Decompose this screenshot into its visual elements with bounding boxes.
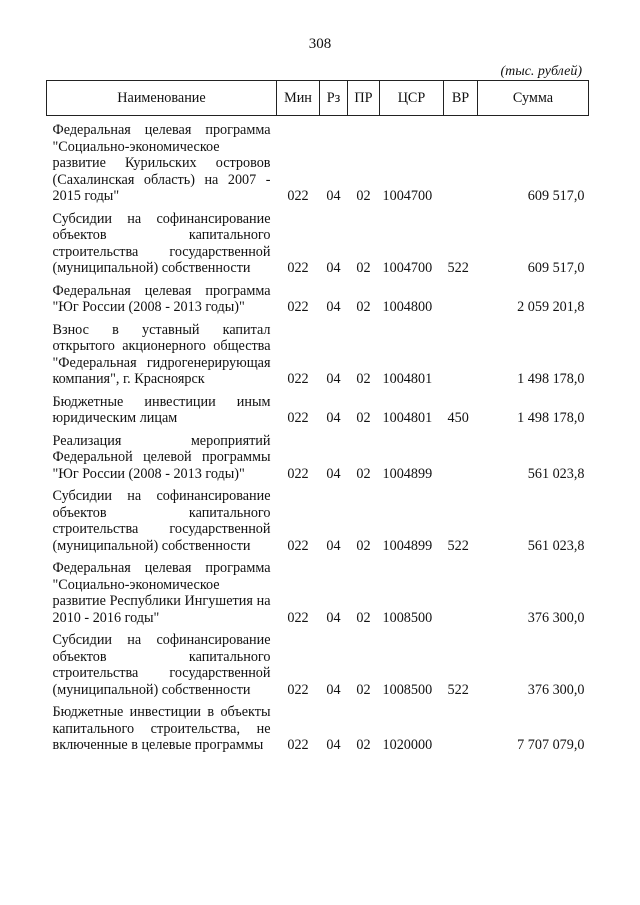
column-header-min: Мин (277, 81, 320, 116)
row-pr: 02 (356, 537, 371, 554)
row-name: Взнос в уставный капитал открытого акционерного общества "Федеральная гидрогенерирующая компания", г. Красноярск (52, 321, 271, 387)
row-csr: 1008500 (382, 681, 433, 698)
row-pr: 02 (356, 465, 371, 482)
table-row (47, 698, 589, 754)
column-header-vr: ВР (444, 81, 478, 116)
row-rz: 04 (326, 537, 341, 554)
row-sum: 376 300,0 (527, 681, 585, 698)
column-header-name: Наименование (47, 81, 277, 116)
row-name: Субсидии на софинансирование объектов капитального строительства государственной (муниципальной) собственности (52, 488, 271, 554)
row-name: Субсидии на софинансирование объектов капитального строительства государственной (муниципальной) собственности (52, 210, 271, 276)
row-pr: 02 (356, 299, 371, 315)
row-rz: 04 (326, 299, 341, 315)
table-row (47, 626, 589, 698)
table-row (47, 388, 589, 427)
row-sum: 609 517,0 (527, 260, 585, 276)
row-rz: 04 (326, 737, 341, 753)
row-min: 022 (287, 188, 309, 204)
column-header-pr: ПР (348, 81, 380, 116)
row-rz: 04 (326, 371, 341, 387)
row-sum: 609 517,0 (527, 188, 585, 204)
row-rz: 04 (326, 188, 341, 204)
column-header-csr: ЦСР (380, 81, 444, 116)
row-vr (444, 316, 478, 388)
row-csr: 1004801 (382, 410, 433, 426)
row-vr (444, 277, 478, 316)
table-row (47, 277, 589, 316)
row-csr: 1004801 (382, 371, 433, 387)
row-rz: 04 (326, 465, 341, 482)
table-row (47, 554, 589, 626)
row-name: Федеральная целевая программа "Социально-экономическое развитие Республики Ингушетия на 2010 - 2016 годы" (52, 560, 271, 626)
row-name: Субсидии на софинансирование объектов капитального строительства государственной (муниципальной) собственности (52, 632, 271, 698)
table-header (47, 81, 589, 116)
row-pr: 02 (356, 410, 371, 426)
row-rz: 04 (326, 681, 341, 698)
row-rz: 04 (326, 609, 341, 626)
row-min: 022 (287, 737, 309, 753)
row-name: Федеральная целевая программа "Социально-экономическое развитие Курильских островов (Сахалинская область) на 2007 - 2015 годы" (52, 122, 271, 204)
row-csr: 1008500 (382, 609, 433, 626)
row-vr (444, 427, 478, 483)
units-label: (тыс. рублей) (500, 64, 582, 79)
row-vr: 522 (447, 681, 469, 698)
row-pr: 02 (356, 737, 371, 753)
row-min: 022 (287, 410, 309, 426)
row-vr: 522 (447, 260, 469, 276)
row-min: 022 (287, 299, 309, 315)
budget-table (46, 80, 589, 754)
row-pr: 02 (356, 681, 371, 698)
table-row (47, 427, 589, 483)
table-row (47, 316, 589, 388)
row-csr: 1004800 (382, 299, 433, 315)
row-sum: 561 023,8 (527, 465, 585, 482)
row-sum: 1 498 178,0 (517, 410, 585, 426)
row-rz: 04 (326, 260, 341, 276)
row-name: Бюджетные инвестиции иным юридическим лицам (52, 393, 271, 426)
column-header-rz: Рз (320, 81, 348, 116)
row-csr: 1004700 (382, 260, 433, 276)
row-sum: 376 300,0 (527, 609, 585, 626)
row-min: 022 (287, 537, 309, 554)
row-name: Реализация мероприятий Федеральной целевой программы "Юг России (2008 - 2013 годы)" (52, 432, 271, 482)
row-vr (444, 116, 478, 205)
table-row (47, 205, 589, 277)
row-sum: 7 707 079,0 (517, 737, 585, 753)
row-name: Федеральная целевая программа "Юг России (2008 - 2013 годы)" (52, 282, 271, 315)
row-pr: 02 (356, 188, 371, 204)
row-vr (444, 554, 478, 626)
row-vr (444, 698, 478, 754)
row-min: 022 (287, 260, 309, 276)
column-header-sum: Сумма (478, 81, 589, 116)
row-min: 022 (287, 609, 309, 626)
table-row (47, 482, 589, 554)
row-csr: 1004899 (382, 465, 433, 482)
row-vr: 450 (447, 410, 469, 426)
row-min: 022 (287, 371, 309, 387)
table-row (47, 116, 589, 205)
row-name: Бюджетные инвестиции в объекты капитального строительства, не включенные в целевые программы (52, 704, 271, 753)
row-min: 022 (287, 465, 309, 482)
row-sum: 1 498 178,0 (517, 371, 585, 387)
row-rz: 04 (326, 410, 341, 426)
row-csr: 1020000 (382, 737, 433, 753)
page-number: 308 (308, 36, 332, 52)
row-pr: 02 (356, 371, 371, 387)
row-pr: 02 (356, 260, 371, 276)
row-sum: 2 059 201,8 (517, 299, 585, 315)
row-pr: 02 (356, 609, 371, 626)
row-min: 022 (287, 681, 309, 698)
row-csr: 1004899 (382, 537, 433, 554)
row-csr: 1004700 (382, 188, 433, 204)
row-sum: 561 023,8 (527, 537, 585, 554)
row-vr: 522 (447, 537, 469, 554)
